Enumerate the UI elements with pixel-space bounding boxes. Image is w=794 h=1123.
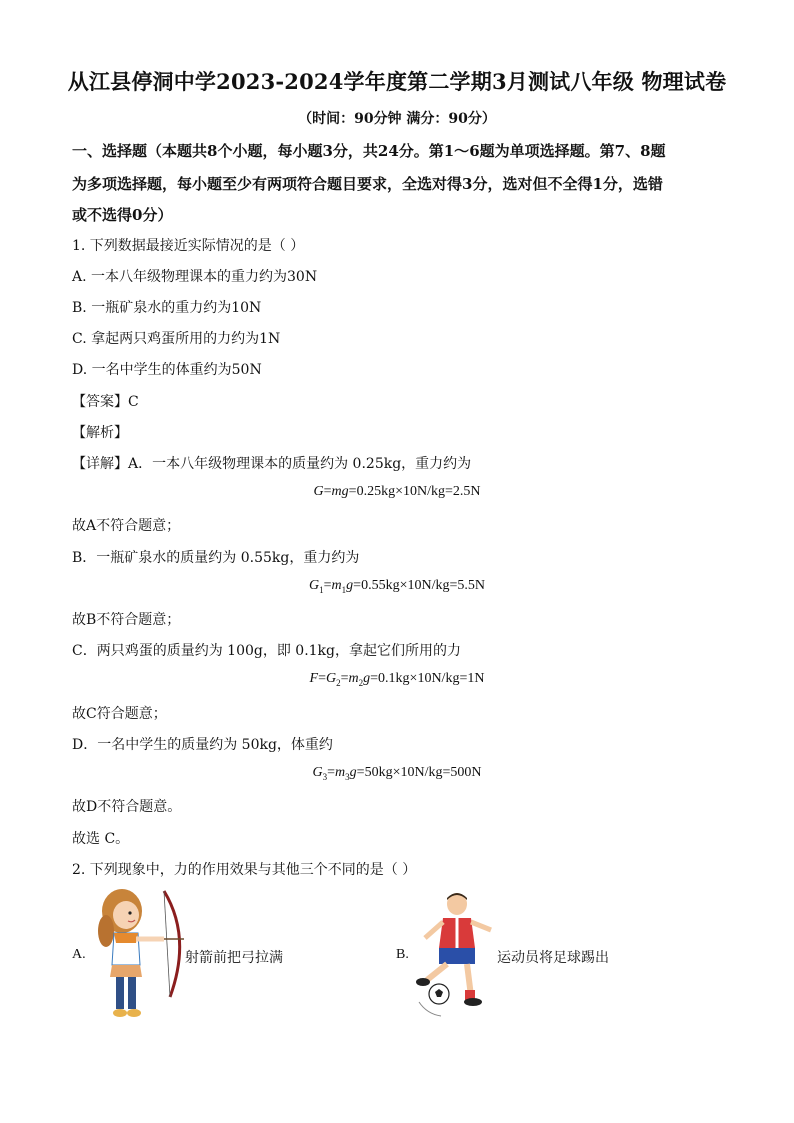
- formula-3: $F=G_2=m_2g=0.1kg\times 10N/kg=1N$: [309, 671, 485, 688]
- formula-4: $G_3=m_3g=50kg\times 10N/kg=500N$: [312, 765, 482, 782]
- question-2-stem: 2. 下列现象中，力的作用效果与其他三个不同的是（ ）: [72, 862, 417, 878]
- analysis-label: 【解析】: [72, 425, 128, 441]
- page-title: 从江县停洞中学2023-2024学年度第二学期3月测试八年级 物理试卷: [67, 69, 727, 94]
- formula-1: G=mg=0.25kg×10N/kg=2.5N: [313, 484, 481, 499]
- detail-intro: 【详解】A．一本八年级物理课本的质量约为 0.25kg，重力约为: [72, 456, 472, 472]
- question-1-option-b: B. 一瓶矿泉水的重力约为10N: [72, 300, 262, 316]
- option-b-analysis: B．一瓶矿泉水的质量约为 0.55kg，重力约为: [72, 550, 360, 566]
- question-1-stem: 1. 下列数据最接近实际情况的是（ ）: [72, 238, 305, 254]
- soccer-player-illustration: [413, 890, 495, 1020]
- question-1-option-a: A. 一本八年级物理课本的重力约为30N: [72, 269, 318, 285]
- section-instructions-line-2: 为多项选择题，每小题至少有两项符合题目要求，全选对得3分，选对但不全得1分，选错: [72, 175, 663, 193]
- page-subtitle: （时间：90分钟 满分：90分）: [298, 111, 496, 127]
- conclusion-c: 故C符合题意；: [72, 706, 167, 722]
- question-2-option-b-letter: B.: [396, 947, 409, 962]
- question-2-option-a-text: 射箭前把弓拉满: [185, 950, 283, 966]
- section-instructions-line-1: 一、选择题（本题共8个小题，每小题3分，共24分。第1～6题为单项选择题。第7、8题: [72, 142, 666, 160]
- option-d-analysis: D．一名中学生的质量约为 50kg，体重约: [72, 737, 333, 753]
- conclusion-a: 故A不符合题意；: [72, 518, 181, 534]
- answer-label: 【答案】C: [72, 394, 139, 410]
- question-2-option-a-letter: A.: [72, 947, 86, 962]
- conclusion-b: 故B不符合题意；: [72, 612, 181, 628]
- question-2-option-b-text: 运动员将足球踢出: [497, 950, 609, 966]
- question-1-option-c: C. 拿起两只鸡蛋所用的力约为1N: [72, 331, 281, 347]
- option-c-analysis: C．两只鸡蛋的质量约为 100g，即 0.1kg，拿起它们所用的力: [72, 643, 462, 659]
- formula-2: $G_1=m_1g=0.55kg\times 10N/kg=5.5N$: [309, 578, 485, 595]
- section-instructions-line-3: 或不选得0分）: [72, 206, 173, 224]
- question-1-option-d: D. 一名中学生的体重约为50N: [72, 362, 262, 378]
- final-choice: 故选 C。: [72, 831, 130, 847]
- conclusion-d: 故D不符合题意。: [72, 799, 182, 815]
- archer-girl-illustration: [92, 887, 188, 1023]
